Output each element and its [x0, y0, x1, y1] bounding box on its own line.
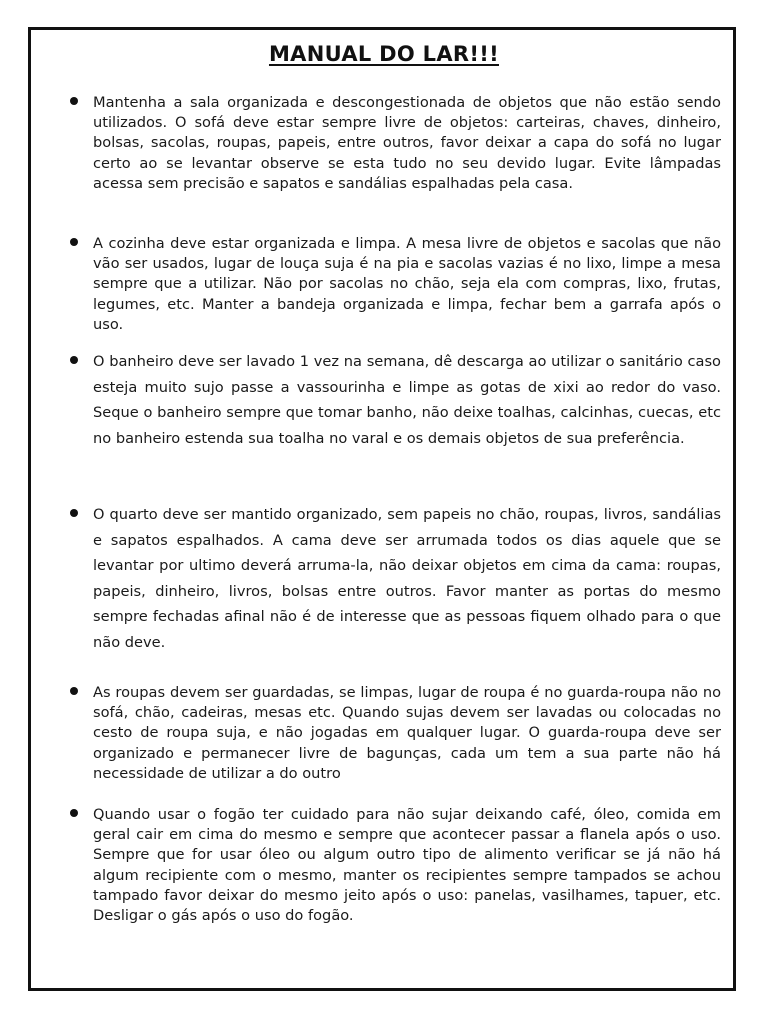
list-item-text: Mantenha a sala organizada e descongestionada de objetos que não estão sendo utilizados. O sofá deve estar sempre livre de objetos: carteiras, chaves, dinheiro, bolsas, sacolas, roupas, papeis, entre outros, favor deixar a capa do sofá no lugar certo ao se levantar observe se esta tudo no seu devido lugar. Evite lâmpadas acessa sem precisão e sapatos e sandálias espalhadas pela casa.: [93, 94, 721, 192]
bullet-icon: [70, 356, 78, 364]
list-item-text: A cozinha deve estar organizada e limpa. A mesa livre de objetos e sacolas que não vão ser usados, lugar de louça suja é na pia e sacolas vazias é no lixo, limpe a mesa sempre que a utilizar. Não por sacolas no chão, seja ela com compras, lixo, frutas, legumes, etc. Manter a bandeja organizada e limpa, fechar bem a garrafa após o uso.: [93, 235, 721, 333]
bullet-icon: [70, 687, 78, 695]
bullet-icon: [70, 509, 78, 517]
list-item-text: O quarto deve ser mantido organizado, sem papeis no chão, roupas, livros, sandálias e sapatos espalhados. A cama deve ser arrumada todos os dias aquele que se levantar por ultimo deverá arruma-la, não deixar objetos em cima da cama: roupas, papeis, dinheiro, livros, bolsas entre outros. Favor manter as portas do mesmo sempre fechadas afinal não é de interesse que as pessoas fiquem olhado para o que não deve.: [93, 506, 721, 651]
list-item-text: As roupas devem ser guardadas, se limpas, lugar de roupa é no guarda-roupa não no sofá, chão, cadeiras, mesas etc. Quando sujas devem ser lavadas ou colocadas no cesto de roupa suja, e não jogadas em qualquer lugar. O guarda-roupa deve ser organizado e permanecer livre de bagunças, cada um tem a sua parte não há necessidade de utilizar a do outro: [93, 684, 721, 782]
list-item-text: Quando usar o fogão ter cuidado para não sujar deixando café, óleo, comida em geral cair em cima do mesmo e sempre que acontecer passar a flanela após o uso. Sempre que for usar óleo ou algum outro tipo de alimento verificar se já não há algum recipiente com o mesmo, manter os recipientes sempre tampados se achou tampado favor deixar do mesmo jeito após o uso: panelas, vasilhames, tapuer, etc. Desligar o gás após o uso do fogão.: [93, 806, 721, 925]
list-item-text: O banheiro deve ser lavado 1 vez na semana, dê descarga ao utilizar o sanitário caso esteja muito sujo passe a vassourinha e limpe as gotas de xixi ao redor do vaso. Seque o banheiro sempre que tomar banho, não deixe toalhas, calcinhas, cuecas, etc no banheiro estenda sua toalha no varal e os demais objetos de sua preferência.: [93, 353, 721, 447]
document-title: MANUAL DO LAR!!!: [268, 42, 499, 66]
bullet-icon: [70, 809, 78, 817]
bullet-icon: [70, 97, 78, 105]
bullet-icon: [70, 238, 78, 246]
